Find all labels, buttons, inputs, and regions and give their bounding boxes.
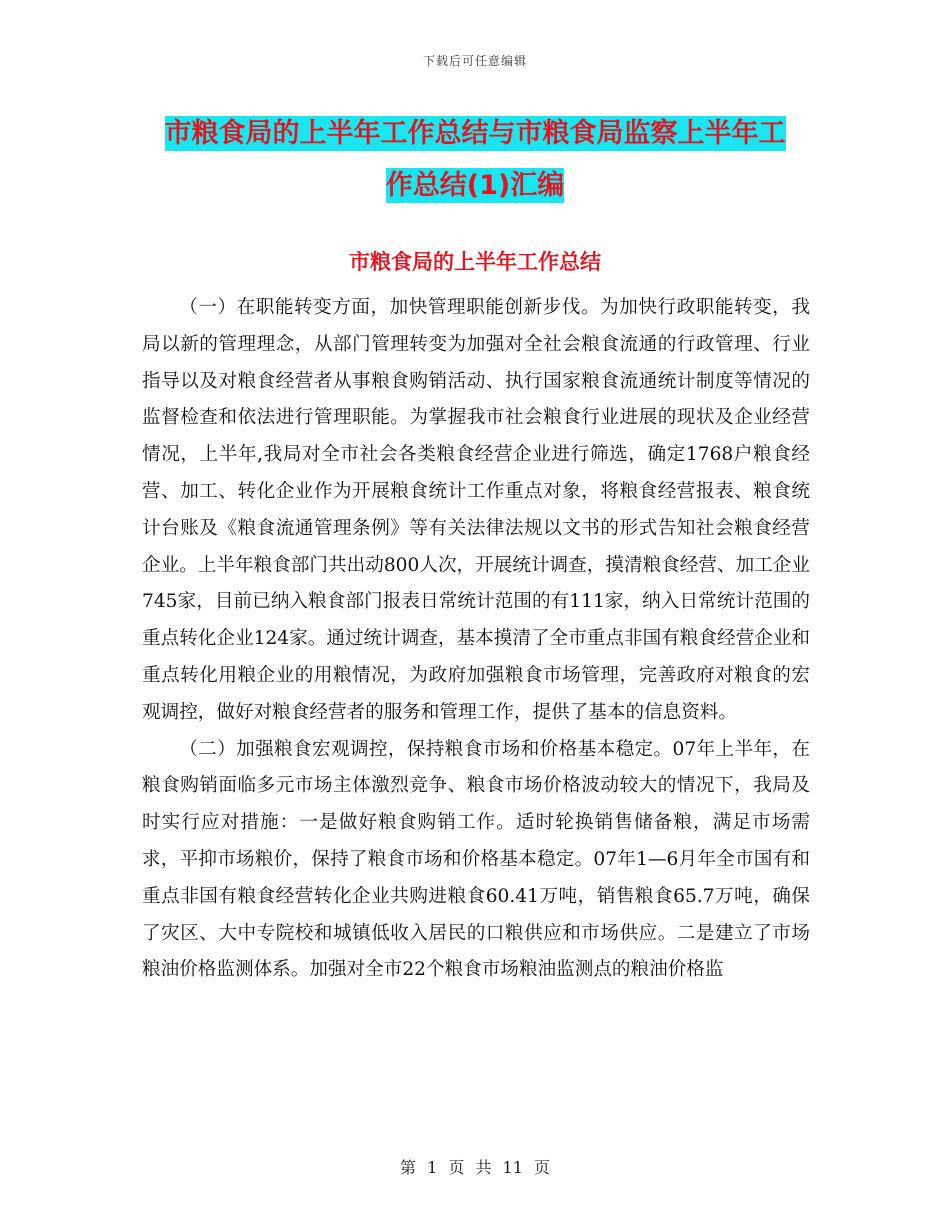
document-title-line-1: 市粮食局的上半年工作总结与市粮食局监察上半年工 <box>164 118 786 149</box>
body-paragraph-1: （一）在职能转变方面，加快管理职能创新步伐。为加快行政职能转变，我局以新的管理理念，从部门管理转变为加强对全社会粮食流通的行政管理、行业指导以及对粮食经营者从事粮食购销活动、执行国家粮食流通统计制度等情况的监督检查和依法进行管理职能。为掌握我市社会粮食行业进展的现状及企业经营情况，上半年,我局对全市社会各类粮食经营企业进行筛选，确定1768户粮食经营、加工、转化企业作为开展粮食统计工作重点对象，将粮食经营报表、粮食统计台账及《粮食流通管理条例》等有关法律法规以文书的形式告知社会粮食经营企业。上半年粮食部门共出动800人次，开展统计调查，摸清粮食经营、加工企业745家，目前已纳入粮食部门报表日常统计范围的有111家，纳入日常统计范围的重点转化企业124家。通过统计调查，基本摸清了全市重点非国有粮食经营企业和重点转化用粮企业的用粮情况，为政府加强粮食市场管理，完善政府对粮食的宏观调控，做好对粮食经营者的服务和管理工作，提供了基本的信息资料。 <box>142 297 810 723</box>
document-body <box>142 290 810 989</box>
document-title-line-2: 作总结(1)汇编 <box>385 170 565 201</box>
body-paragraph-2: （二）加强粮食宏观调控，保持粮食市场和价格基本稳定。07年上半年，在粮食购销面临多元市场主体激烈竞争、粮食市场价格波动较大的情况下，我局及时实行应对措施：一是做好粮食购销工作。适时轮换销售储备粮，满足市场需求，平抑市场粮价，保持了粮食市场和价格基本稳定。07年1—6月年全市国有和重点非国有粮食经营转化企业共购进粮食60.41万吨，销售粮食65.7万吨，确保了灾区、大中专院校和城镇低收入居民的口粮供应和市场供应。二是建立了市场粮油价格监测体系。加强对全市22个粮食市场粮油监测点的粮油价格监 <box>142 738 810 981</box>
page-number-footer: 第 1 页 共 11 页 <box>400 1158 550 1177</box>
page-header-note: 下载后可任意编辑 <box>422 54 527 68</box>
document-title <box>140 108 810 212</box>
section-title: 市粮食局的上半年工作总结 <box>349 250 601 274</box>
